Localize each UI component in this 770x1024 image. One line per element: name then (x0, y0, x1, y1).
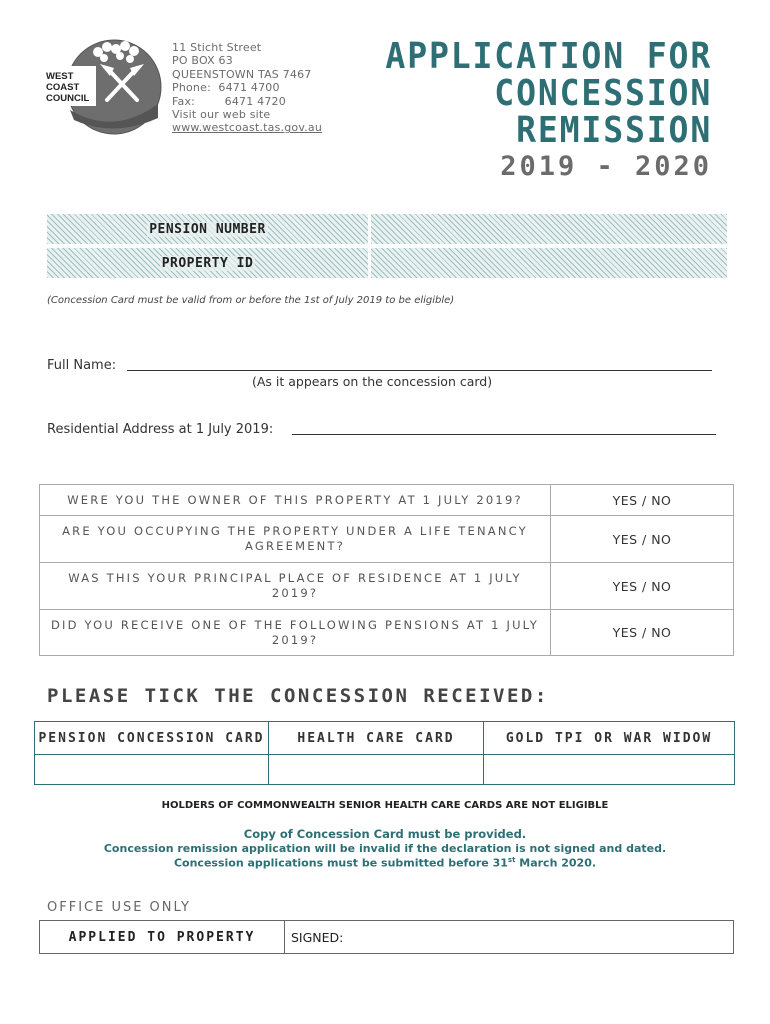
fax-label: Fax: (172, 94, 196, 108)
title-line-1: APPLICATION FOR (385, 36, 712, 77)
concession-header-row (35, 722, 735, 755)
concession-tick-row (35, 755, 735, 785)
question-row (40, 610, 734, 656)
signed-field[interactable]: SIGNED: (285, 921, 734, 954)
office-use-table (39, 920, 734, 954)
deadline-date: March 2020. (515, 856, 597, 870)
question-text: WERE YOU THE OWNER OF THIS PROPERTY AT 1 JULY 2019? (40, 485, 551, 516)
tick-box-pension[interactable] (35, 755, 269, 785)
yes-no-answer[interactable]: YES / NO (551, 516, 734, 563)
title-line-2: CONCESSION (494, 73, 712, 114)
yes-no-answer[interactable]: YES / NO (551, 563, 734, 610)
full-name-field[interactable] (127, 370, 712, 371)
eligibility-note: (Concession Card must be valid from or before the 1st of July 2019 to be eligible) (47, 295, 455, 306)
yes-no-answer[interactable]: YES / NO (551, 485, 734, 516)
pension-number-label-cell (47, 214, 368, 244)
concession-options (34, 721, 735, 785)
address-visit: Visit our web site (172, 108, 271, 122)
option-gold-tpi-war-widow: GOLD TPI OR WAR WIDOW (484, 722, 735, 755)
deadline-notice (0, 856, 770, 870)
yes-no-answer[interactable]: YES / NO (551, 610, 734, 656)
question-row (40, 485, 734, 516)
pension-number-field[interactable] (371, 214, 727, 244)
residential-address-label: Residential Address at 1 July 2019: (47, 422, 274, 437)
pension-number-label: PENSION NUMBER (149, 221, 266, 237)
deadline-suffix: st (507, 856, 516, 864)
office-use-heading: OFFICE USE ONLY (47, 900, 191, 915)
phone-number: 6471 4700 (218, 81, 280, 95)
title-line-3: REMISSION (515, 110, 712, 151)
full-name-label: Full Name: (47, 358, 117, 373)
eligibility-questions (39, 484, 734, 656)
council-address (172, 41, 322, 135)
property-id-label: PROPERTY ID (161, 255, 254, 271)
property-id-row (47, 248, 727, 278)
option-pension-concession-card: PENSION CONCESSION CARD (35, 722, 269, 755)
tick-heading: PLEASE TICK THE CONCESSION RECEIVED: (47, 685, 549, 707)
question-text: ARE YOU OCCUPYING THE PROPERTY UNDER A LIFE TENANCY AGREEMENT? (40, 516, 551, 563)
form-year: 2019 - 2020 (500, 151, 712, 182)
property-id-label-cell (47, 248, 368, 278)
logo-word-3: COUNCIL (46, 93, 90, 104)
council-logo (44, 38, 162, 136)
logo-word-1: WEST (46, 71, 74, 82)
pension-number-row (47, 214, 727, 244)
holders-not-eligible: HOLDERS OF COMMONWEALTH SENIOR HEALTH CARE CARDS ARE NOT ELIGIBLE (161, 800, 609, 811)
tick-box-health-care[interactable] (269, 755, 484, 785)
tick-box-gold-tpi[interactable] (484, 755, 735, 785)
question-row (40, 563, 734, 610)
address-town: QUEENSTOWN TAS 7467 (172, 67, 312, 81)
fax-number: 6471 4720 (224, 94, 286, 108)
address-po-box: PO BOX 63 (172, 54, 233, 68)
property-id-field[interactable] (371, 248, 727, 278)
deadline-text: Concession applications must be submitted before 31 (173, 856, 508, 870)
question-text: WAS THIS YOUR PRINCIPAL PLACE OF RESIDENCE AT 1 JULY 2019? (40, 563, 551, 610)
form-title (385, 38, 712, 149)
phone-label: Phone: (172, 81, 211, 95)
residential-address-field[interactable] (292, 434, 716, 435)
website-link[interactable]: www.westcoast.tas.gov.au (172, 121, 323, 135)
invalid-notice: Concession remission application will be invalid if the declaration is not signed and dated. (103, 842, 667, 855)
address-fax-row (172, 95, 322, 108)
logo-word-2: COAST (46, 82, 80, 93)
full-name-hint: (As it appears on the concession card) (252, 374, 493, 389)
office-use-row (40, 921, 734, 954)
question-text: DID YOU RECEIVE ONE OF THE FOLLOWING PENSIONS AT 1 JULY 2019? (40, 610, 551, 656)
option-health-care-card: HEALTH CARE CARD (269, 722, 484, 755)
applied-to-property-label: APPLIED TO PROPERTY (40, 921, 285, 954)
address-street: 11 Sticht Street (172, 41, 262, 54)
question-row (40, 516, 734, 563)
copy-notice: Copy of Concession Card must be provided. (243, 827, 527, 841)
address-phone-row (172, 81, 322, 94)
